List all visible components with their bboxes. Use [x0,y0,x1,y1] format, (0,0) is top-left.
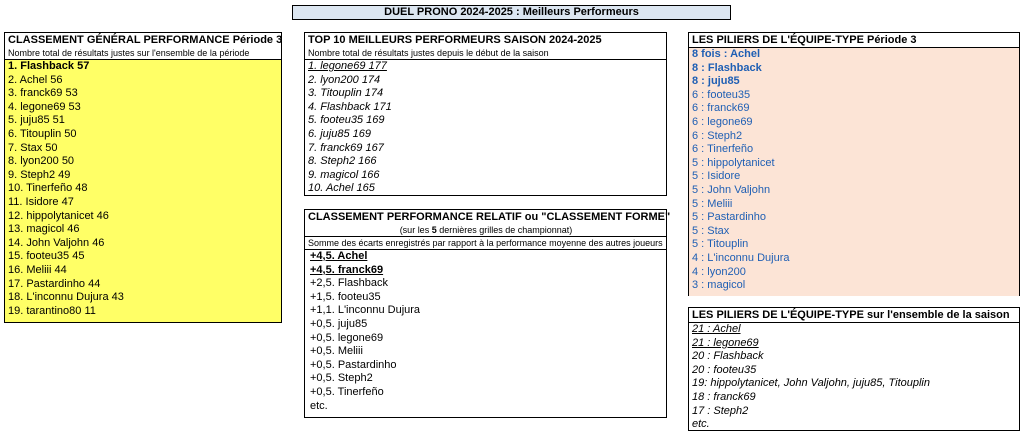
list-item: 12. hippolytanicet 46 [8,209,109,222]
pillars-season-heading: LES PILIERS DE L'ÉQUIPE-TYPE sur l'ensemble de la saison [692,309,1010,321]
list-item: 8. lyon200 50 [8,155,75,168]
list-item: 5. juju85 51 [8,114,65,127]
list-item: +0,5. Pastardinho [310,358,397,371]
list-item: 6 : footeu35 [692,88,751,101]
list-item: +0,5. Tinerfeño [310,385,384,398]
list-item: +1,5. footeu35 [310,290,381,303]
list-item: 8 fois : Achel [692,48,761,60]
list-item: 8. Steph2 166 [308,155,377,168]
list-item: +0,5. Meliii [310,345,363,358]
list-item: 4. Flashback 171 [308,100,392,113]
list-item: 19. tarantino80 11 [8,304,96,317]
list-item: 4. legone69 53 [8,100,81,113]
pillars-season-panel [688,307,1020,431]
pillars-period-panel [688,32,1020,296]
relative-ranking-list [305,249,666,413]
list-item: 10. Achel 165 [308,182,375,195]
list-item: 8 : Flashback [692,61,762,74]
list-item: 5 : Meliii [692,197,733,210]
list-item: 4 : lyon200 [692,265,746,278]
list-item: 5 : Titouplin [692,238,749,251]
list-item: 9. Steph2 49 [8,168,71,181]
relative-ranking-panel [304,209,671,418]
list-item: 7. Stax 50 [8,141,58,154]
list-item: 5 : hippolytanicet [692,156,775,169]
list-item: 1. Flashback 57 [8,60,90,72]
list-item: 6 : Tinerfeño [692,143,754,156]
list-item: 10. Tinerfeño 48 [8,182,88,195]
general-ranking-panel [4,32,282,323]
list-item: 21 : Achel [692,323,741,335]
list-item: 18. L'inconnu Dujura 43 [8,291,124,304]
list-item: 13. magicol 46 [8,223,80,236]
list-item: 6 : franck69 [692,102,750,115]
list-item: 15. footeu35 45 [8,250,85,263]
list-item: 7. franck69 167 [308,141,384,154]
list-item: 16. Meliii 44 [8,263,67,276]
list-item: etc. [692,418,710,431]
general-ranking-list [5,59,281,322]
pillars-period-heading: LES PILIERS DE L'ÉQUIPE-TYPE Période 3 [692,34,917,46]
general-ranking-subtitle: Nombre total de résultats justes sur l'ensemble de la période [8,48,250,58]
list-item: 2. Achel 56 [8,73,63,86]
list-item: +0,5. Steph2 [310,372,373,385]
list-item: +1,1. L'inconnu Dujura [310,304,421,317]
list-item: 4 : L'inconnu Dujura [692,251,790,264]
list-item: 6 : Steph2 [692,129,743,142]
list-item: +0,5. legone69 [310,331,384,344]
list-item: 3. Titouplin 174 [308,87,384,100]
list-item: 20 : Flashback [692,350,764,363]
list-item: 6. Titouplin 50 [8,127,77,140]
top10-subtitle: Nombre total de résultats justes depuis le début de la saison [308,48,549,58]
list-item: 17 : Steph2 [692,404,749,417]
list-item: 2. lyon200 174 [308,73,381,86]
top10-panel [304,32,667,196]
list-item: 5 : John Valjohn [692,183,771,196]
list-item: 3 : magicol [692,279,746,292]
list-item: +2,5. Flashback [310,277,388,290]
general-ranking-heading: CLASSEMENT GÉNÉRAL PERFORMANCE Période 3 [8,34,283,46]
list-item: +4,5. Achel [310,250,368,262]
list-item: +0,5. juju85 [310,317,368,330]
top10-heading: TOP 10 MEILLEURS PERFORMEURS SAISON 2024-2025 [308,34,602,46]
page-title: DUEL PRONO 2024-2025 : Meilleurs Performeurs [292,5,731,20]
relative-ranking-heading: CLASSEMENT PERFORMANCE RELATIF ou "CLASSEMENT FORME" [308,211,671,223]
list-item: 3. franck69 53 [8,87,78,100]
list-item: 17. Pastardinho 44 [8,277,101,290]
relative-ranking-subtitle-2: Somme des écarts enregistrés par rapport à la performance moyenne des autres joueurs [305,236,666,249]
list-item: 8 : juju85 [692,75,740,88]
list-item: 14. John Valjohn 46 [8,236,105,249]
list-item: 21 : legone69 [692,336,759,349]
list-item: 5. footeu35 169 [308,114,385,127]
list-item: 9. magicol 166 [308,168,380,181]
list-item: 11. Isidore 47 [8,195,74,208]
list-item: 18 : franck69 [692,390,756,403]
list-item: 6 : legone69 [692,115,753,128]
list-item: 19: hippolytanicet, John Valjohn, juju85, Titouplin [692,377,930,390]
list-item: 20 : footeu35 [692,363,757,376]
list-item: 5 : Stax [692,224,730,237]
relative-ranking-subtitle: (sur les 5 dernières grilles de championnat) [399,225,573,235]
list-item: etc. [310,399,328,412]
pillars-season-list [689,322,1019,432]
list-item: 1. legone69 177 [308,60,387,72]
list-item: 6. juju85 169 [308,127,371,140]
top10-list [305,59,666,196]
pillars-period-list [689,47,1019,296]
list-item: 5 : Pastardinho [692,211,766,224]
list-item: 5 : Isidore [692,170,741,183]
list-item: +4,5. franck69 [310,263,384,276]
